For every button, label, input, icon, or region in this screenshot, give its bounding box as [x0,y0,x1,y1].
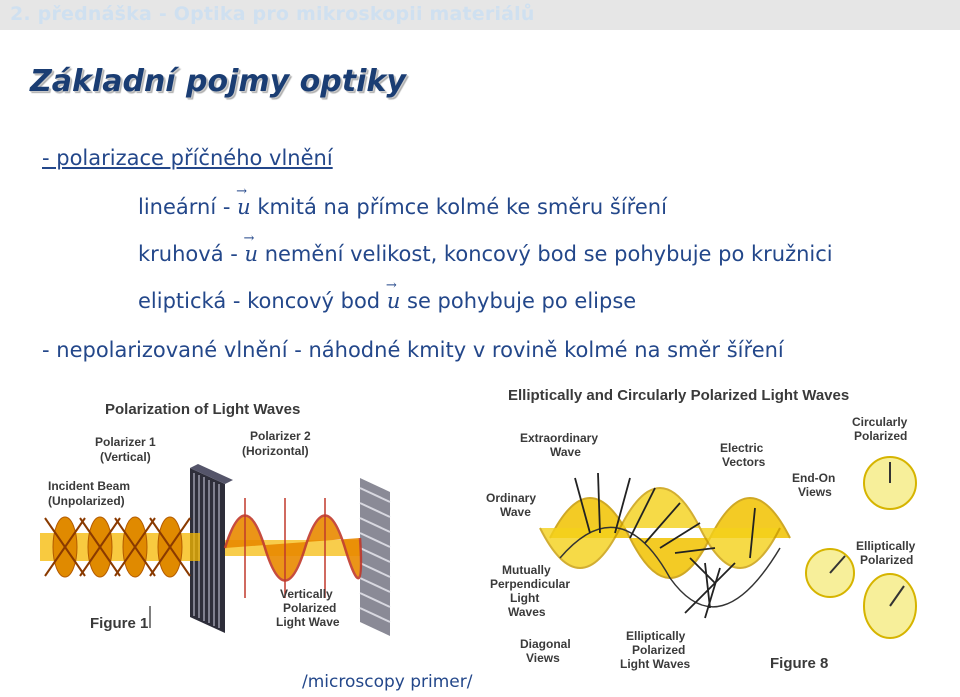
fig2-ellipt-right-line1: Elliptically [856,539,916,553]
fig2-diagonal-line1: Diagonal [520,637,571,651]
fig2-ellipt-bottom-line1: Elliptically [626,629,686,643]
fig1-polarizer2-line2: (Horizontal) [242,444,309,458]
vertical-polarized-wave [225,498,361,598]
vector-u-symbol: → u [245,242,259,266]
line-linear [138,195,667,219]
fig1-polarizer1-line1: Polarizer 1 [95,435,156,449]
header-bar [0,0,960,30]
fig1-vertical-line3: Light Wave [276,615,340,629]
vector-u-symbol: → u [237,195,251,219]
line-linear-suffix: kmitá na přímce kolmé ke směru šíření [250,195,667,219]
line-circular-suffix: nemění velikost, koncový bod se pohybuje po kružnici [258,242,833,266]
fig1-title: Polarization of Light Waves [105,401,301,418]
slide-title: Základní pojmy optiky [30,64,406,99]
fig2-electric-line2: Vectors [722,455,766,469]
figure-elliptical-drawing [480,378,940,676]
fig1-vertical-line2: Polarized [283,601,337,615]
bullet-unpolarized [42,338,784,362]
line-linear-prefix: lineární - [138,195,238,219]
fig2-ordinary-line2: Wave [500,505,531,519]
end-on-view-middle [806,549,854,597]
fig2-caption: Figure 8 [770,655,829,672]
line-circular [138,242,833,266]
fig1-vertical-line1: Vertically [280,587,333,601]
vector-u-symbol: → u [387,289,401,313]
fig2-endon-line2: Views [798,485,832,499]
fig2-diagonal-line2: Views [526,651,560,665]
fig2-ordinary-line1: Ordinary [486,491,537,505]
header-text: 2. přednáška - Optika pro mikroskopii materiálů [10,3,535,25]
polarizer-horizontal [360,478,390,636]
figure-polarization-drawing [40,388,480,668]
fig2-ellipt-right-line2: Polarized [860,553,914,567]
bullet-polarization-text: - polarizace příčného vlnění [42,146,333,170]
figure-polarization [40,388,480,668]
source-note: /microscopy primer/ [302,672,473,692]
line-elliptical-prefix: eliptická - koncový bod [138,289,387,313]
fig2-mutually-line1: Mutually [502,563,551,577]
fig2-electric-line1: Electric [720,441,764,455]
fig2-extraordinary-line1: Extraordinary [520,431,599,445]
fig2-title: Elliptically and Circularly Polarized Light Waves [508,387,850,404]
end-on-view-circular [864,457,916,509]
fig2-circular-line2: Polarized [854,429,908,443]
fig2-mutually-line3: Light [510,591,540,605]
end-on-view-elliptical [864,574,916,638]
line-elliptical [138,289,636,313]
fig2-mutually-line2: Perpendicular [490,577,571,591]
fig2-ellipt-bottom-line2: Polarized [632,643,686,657]
fig1-incident-line2: (Unpolarized) [48,494,125,508]
fig2-extraordinary-line2: Wave [550,445,581,459]
fig1-incident-line1: Incident Beam [48,479,131,493]
figure-elliptical-circular [480,378,940,676]
bullet-unpolarized-text: - nepolarizované vlnění - náhodné kmity v rovině kolmé na směr šíření [42,338,784,362]
fig2-circular-line1: Circularly [852,415,908,429]
fig1-caption: Figure 1 [90,615,149,632]
unpolarized-beam [40,517,200,577]
fig1-polarizer2-line1: Polarizer 2 [250,429,311,443]
line-elliptical-suffix: se pohybuje po elipse [400,289,637,313]
line-circular-prefix: kruhová - [138,242,245,266]
fig1-polarizer1-line2: (Vertical) [100,450,151,464]
fig2-mutually-line4: Waves [508,605,546,619]
bullet-polarization [42,146,333,170]
fig2-endon-line1: End-On [792,471,836,485]
fig2-ellipt-bottom-line3: Light Waves [620,657,691,671]
mutually-perpendicular-waves [540,488,790,607]
